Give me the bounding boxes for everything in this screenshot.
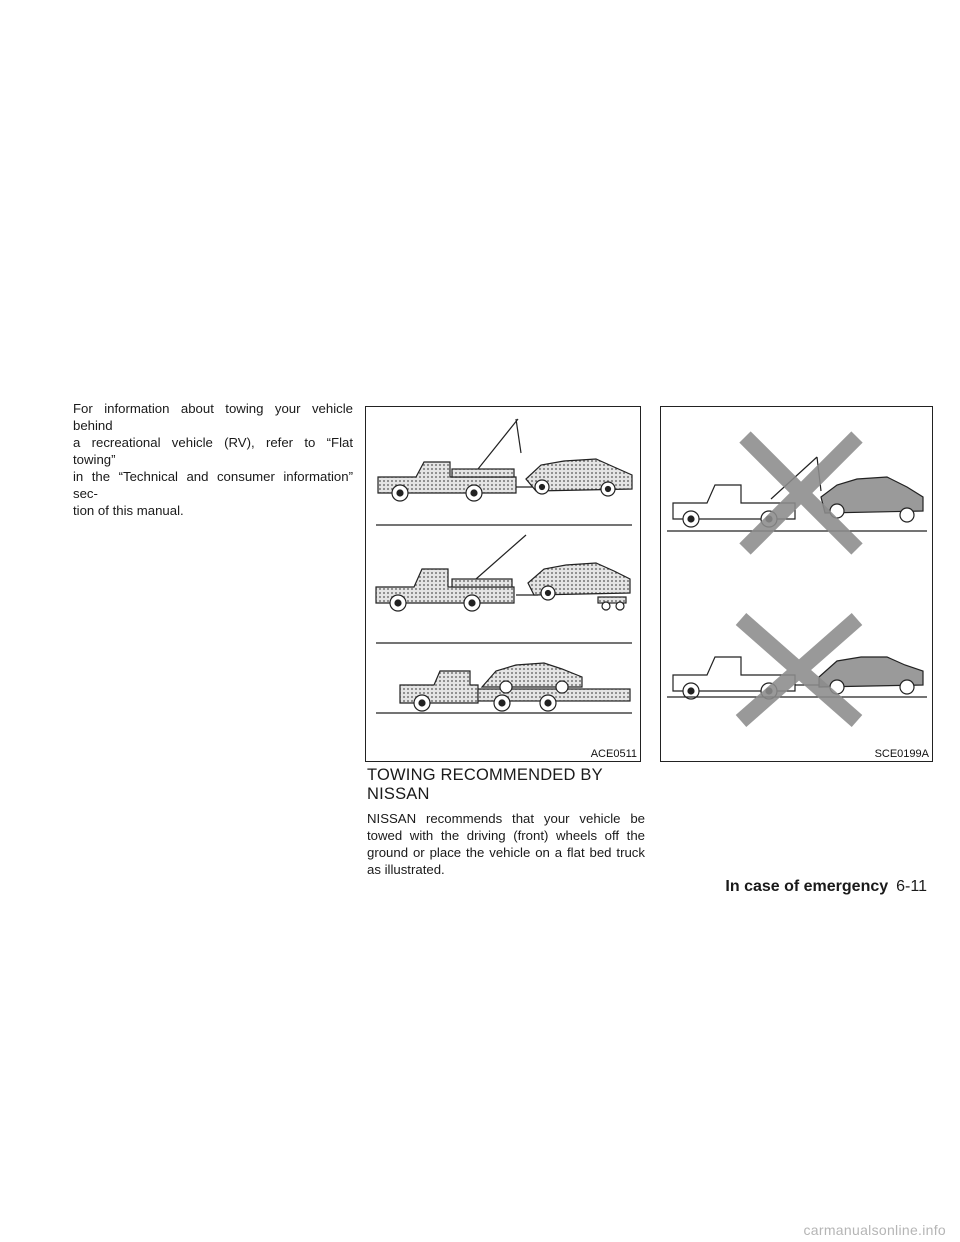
figure-code: SCE0199A	[874, 748, 929, 760]
body-paragraph: NISSAN recommends that your vehicle be towed with the driving (front) wheels off the ground or place the vehicle on a flat bed truck as illustrated.	[367, 811, 645, 877]
watermark: carmanualsonline.info	[803, 1222, 946, 1238]
recommended-towing-illustration	[366, 407, 642, 763]
footer-section-title: In case of emergency	[725, 878, 889, 895]
page-number: 6-11	[896, 878, 927, 895]
page-footer	[725, 878, 927, 896]
not-recommended-towing-illustration	[661, 407, 934, 763]
scene-wheel-lift-tow	[378, 419, 632, 501]
scene-flatbed	[400, 663, 630, 711]
section-heading: TOWING RECOMMENDED BY NISSAN	[367, 766, 603, 803]
intro-paragraph: For information about towing your vehicle behind a recreational vehicle (RV), refer to “Flat towing” in the “Technical and consumer information” sec- tion of this manual.	[73, 401, 353, 518]
figure-recommended-towing	[365, 406, 641, 762]
scene-dolly-tow	[376, 535, 630, 611]
figure-not-recommended-towing	[660, 406, 933, 762]
figure-code: ACE0511	[590, 748, 637, 760]
